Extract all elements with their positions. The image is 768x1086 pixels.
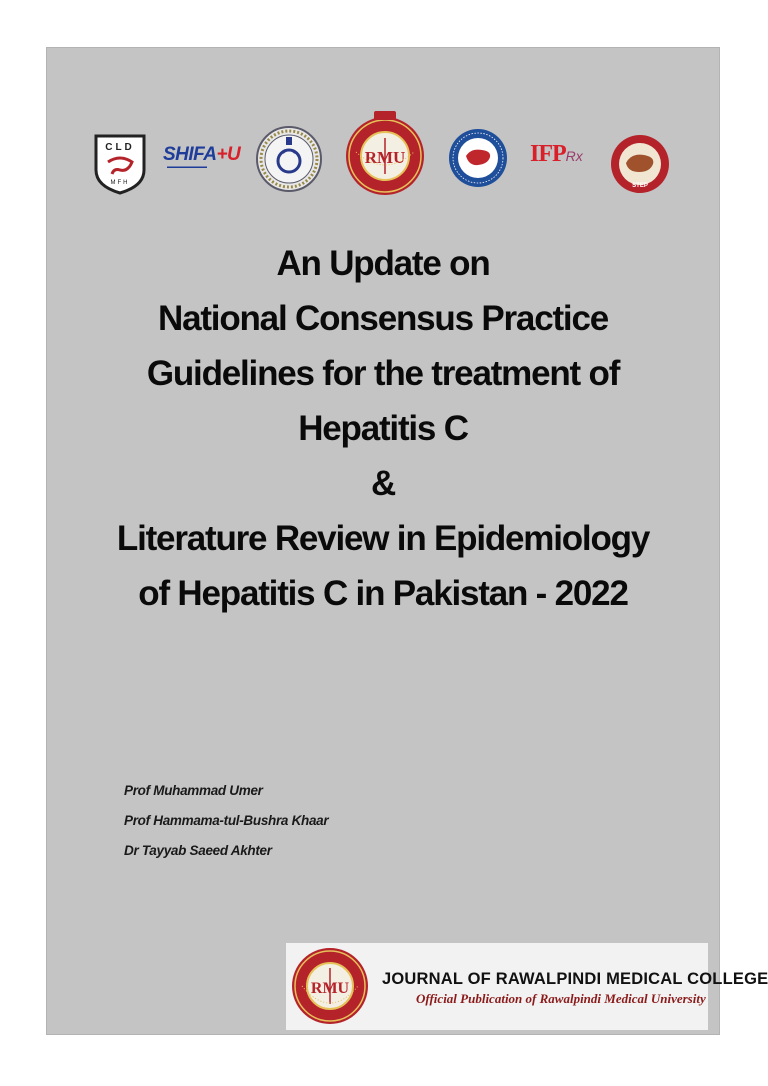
ifp-rx-logo (530, 141, 583, 168)
shifa-logo (163, 144, 240, 170)
ifp-logo-text: IFP (530, 141, 566, 167)
cld-logo (92, 132, 148, 196)
author-name: Prof Hammama-tul-Bushra Khaar (124, 813, 329, 828)
journal-title: JOURNAL OF RAWALPINDI MEDICAL COLLEGE (382, 970, 768, 988)
rmu-seal-logo (344, 108, 426, 200)
cld-logo-bottom-text: MFH (110, 180, 130, 186)
title-line: & (370, 464, 396, 503)
title-line: Guidelines for the treatment of (146, 354, 620, 393)
title-line: National Consensus Practice (158, 299, 608, 338)
society-seal-logo (255, 123, 323, 195)
shifa-logo-tagline: ▬▬▬▬▬▬▬▬ (167, 164, 207, 170)
author-list (124, 776, 328, 866)
ifp-logo-rx: Rx (565, 148, 583, 164)
rmu-banner-seal-logo (290, 946, 370, 1031)
document-title (47, 236, 719, 621)
title-line: Literature Review in Epidemiology (116, 519, 650, 558)
title-line: Hepatitis C (298, 409, 468, 448)
author-name: Prof Muhammad Umer (124, 783, 263, 798)
journal-banner (286, 943, 768, 1030)
cld-logo-top-text: CLD (105, 142, 135, 153)
title-line: An Update on (276, 244, 490, 283)
banner-rmu-monogram: RMU (310, 980, 350, 997)
journal-subtitle: Official Publication of Rawalpindi Medical University (416, 991, 706, 1006)
shifa-logo-text: SHIFA (163, 144, 217, 165)
author-name: Dr Tayyab Saeed Akhter (124, 843, 272, 858)
cover-page (46, 47, 768, 1035)
title-line: of Hepatitis C in Pakistan - 2022 (138, 574, 628, 613)
pakistan-society-hepatology-logo (447, 124, 509, 192)
step-society-logo (609, 131, 671, 197)
rmu-monogram: RMU (364, 148, 406, 167)
shifa-logo-plus: +U (216, 144, 241, 165)
step-logo-text: STEP (632, 183, 648, 189)
